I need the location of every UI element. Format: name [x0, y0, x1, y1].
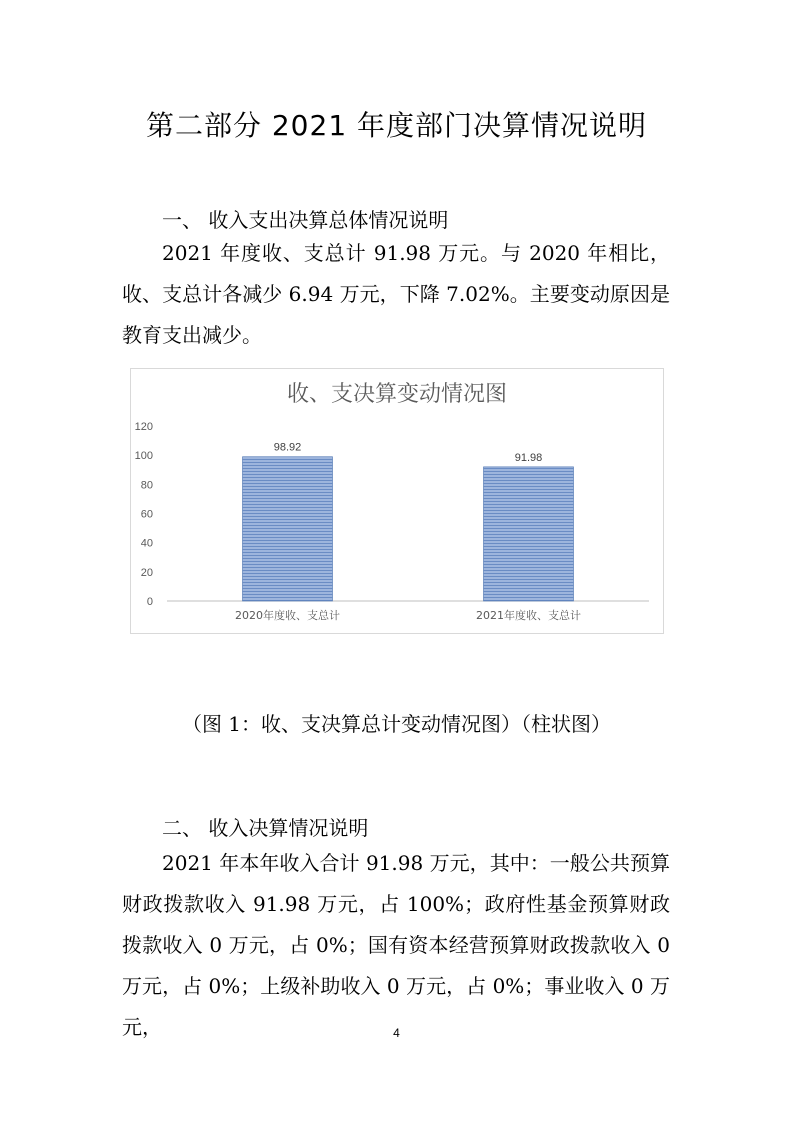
bar — [484, 467, 574, 601]
paragraph-overall: 2021 年度收、支总计 91.98 万元。与 2020 年相比，收、支总计各减少 6.94 万元，下降 7.02%。主要变动原因是教育支出减少。 — [122, 241, 670, 347]
y-tick-label: 20 — [140, 566, 153, 579]
figure-caption: （图 1：收、支决算总计变动情况图）（柱状图） — [181, 712, 612, 736]
y-tick-label: 40 — [140, 537, 153, 550]
y-tick-label: 60 — [140, 508, 153, 521]
bar — [243, 457, 333, 601]
x-category-label: 2020年度收、支总计 — [235, 609, 340, 622]
chart-title: 收、支决算变动情况图 — [286, 382, 508, 407]
bar-chart — [130, 368, 664, 634]
section-heading-income: 二、 收入决算情况说明 — [162, 816, 369, 840]
y-tick-label: 100 — [134, 450, 153, 463]
y-tick-label: 80 — [140, 479, 153, 492]
page-title: 第二部分 2021 年度部门决算情况说明 — [145, 109, 648, 142]
section-heading-overall: 一、 收入支出决算总体情况说明 — [162, 208, 449, 232]
x-category-label: 2021年度收、支总计 — [476, 609, 581, 622]
data-label: 91.98 — [514, 451, 543, 464]
y-tick-label: 120 — [134, 421, 153, 433]
paragraph-income: 2021 年本年收入合计 91.98 万元，其中：一般公共预算财政拨款收入 91.98 万元，占 100%；政府性基金预算财政拨款收入 0 万元，占 0%；国有资本经营预算财政拨款收入 0 万元，占 0%；上级补助收入 0 万元，占 0%；事业收入 0 万元， — [122, 851, 670, 1039]
page-number: 4 — [393, 1026, 400, 1040]
y-tick-label: 0 — [146, 596, 153, 608]
data-label: 98.92 — [273, 441, 302, 454]
bar-chart-svg — [131, 369, 663, 633]
